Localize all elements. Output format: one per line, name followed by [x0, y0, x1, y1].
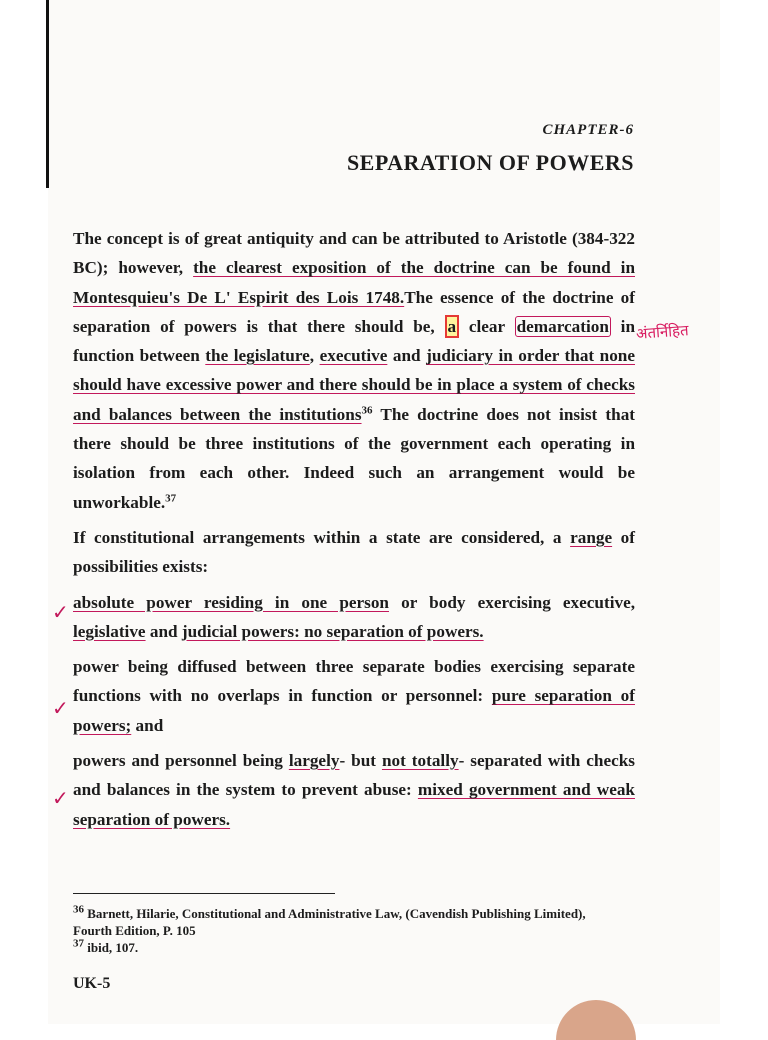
list-item-1 [73, 588, 635, 647]
underlined-text: the legislature [205, 346, 310, 366]
chapter-title: SEPARATION OF POWERS [346, 150, 634, 175]
text: and [145, 621, 182, 641]
underlined-text: not totally [381, 751, 459, 771]
text: powers and personnel being [73, 751, 289, 771]
checkmark-icon: ✓ [52, 696, 69, 720]
footnote-37 [73, 939, 613, 956]
text: and [387, 346, 427, 366]
footnote-text: Barnett, Hilarie, Constitutional and Administrative Law, (Cavendish Publishing Limited), Fourth Edition, P. 105 [73, 906, 586, 938]
underlined-text: judiciary in order that none should have excessive power and there should be in place a system of checks and balances between the institutions [73, 346, 635, 424]
text: If constitutional arrangements within a state are considered, a [73, 527, 571, 547]
footnotes [73, 905, 613, 956]
paragraph-1 [73, 224, 635, 517]
chapter-body [73, 224, 635, 840]
circled-word: demarcation [516, 316, 609, 336]
underlined-text: pure separation of powers; [73, 686, 635, 735]
footnote-number: 37 [73, 937, 84, 950]
footnote-ref[interactable]: 37 [165, 491, 177, 504]
text: or body exercising executive, [388, 592, 635, 612]
text: of possibilities exists: [73, 527, 635, 577]
text: The concept is of great antiquity and can be attributed to Aristotle (384-322 BC); however, [73, 229, 635, 278]
highlighted-word: a [445, 315, 460, 338]
footnote-ref[interactable]: 36 [361, 404, 373, 417]
page-number: UK-5 [73, 975, 111, 992]
underlined-text: largely [288, 751, 340, 771]
footnote-divider [73, 893, 335, 894]
text: clear [459, 316, 515, 336]
handwritten-margin-note: अंतर्निहित [635, 321, 690, 343]
text: power being diffused between three separate bodies exercising separate functions with no overlaps in function or personnel: [73, 657, 635, 706]
paragraph-2 [73, 523, 635, 582]
text: and [131, 715, 164, 735]
checkmark-icon: ✓ [52, 786, 69, 810]
text: The doctrine does not insist that there should be three institutions of the government each operating in isolation from each other. Indeed such an arrangement would be unworkable. [73, 404, 636, 512]
list-item-3 [73, 746, 635, 834]
checkmark-icon: ✓ [52, 600, 69, 624]
underlined-text: judicial powers: no separation of powers. [181, 621, 484, 641]
text: - separated with checks and balances in the system to prevent abuse: [73, 751, 635, 800]
text: , [309, 346, 320, 366]
underlined-text: legislative [73, 621, 146, 641]
underlined-text: absolute power residing in one person [73, 592, 389, 612]
footnote-text: ibid, 107. [84, 940, 139, 955]
footnote-36 [73, 905, 613, 939]
underlined-text: mixed government and weak separation of powers. [73, 780, 635, 829]
list-item-2 [73, 652, 635, 740]
page-edge-shadow [46, 0, 49, 188]
underlined-text: executive [319, 346, 388, 366]
chapter-number: CHAPTER-6 [542, 122, 634, 138]
footnote-number: 36 [73, 903, 84, 916]
text: The essence of the doctrine of separation of powers is that there should be, [73, 287, 635, 336]
underlined-text: the clearest exposition of the doctrine can be found in Montesquieu's De L' Espirit des Lois 1748. [73, 258, 635, 307]
text: - but [339, 751, 382, 771]
underlined-text: range [570, 527, 613, 547]
text: in function between [73, 316, 635, 366]
